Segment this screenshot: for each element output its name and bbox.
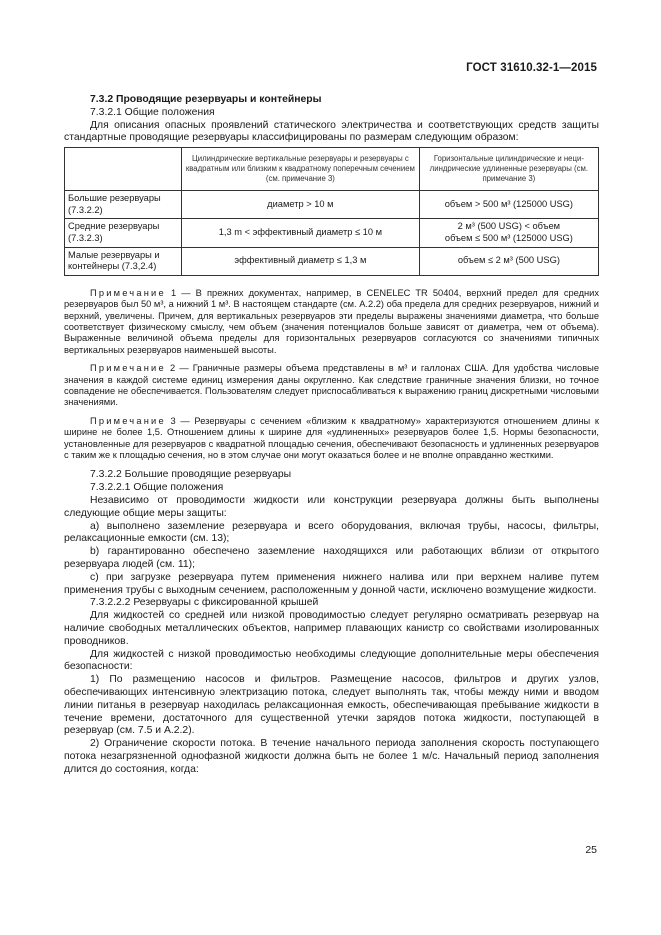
- table-cell-line: объем ≤ 500 м³ (125000 USG): [444, 232, 573, 243]
- table-row: [65, 191, 599, 219]
- list-item: 1) По размещению насосов и фильтров. Размещение насосов, фильтров и других узлов, обеспечивающих интенсивную электризацию потока, следует выполнять так, чтобы между ними и вводом линии питанья в резервуар находилась релаксационная емкость, обеспечивающая пребывание жидкости в течение времени, достаточного для существенной утечки зарядов потока жидкости, поступающей в резервуар (см. 7.5 и А.2.2).: [64, 674, 599, 737]
- table-cell-label: Большие резервуары (7.3.2.2): [65, 191, 182, 219]
- list-item: 2) Ограничение скорости потока. В течение начального периода заполнения скорость поступающего потока незагрязненной однофазной жидкости должна быть не более 1 м/с. Начальный период заполнения длится до состояния, когда:: [64, 738, 599, 775]
- section-title: 7.3.2 Проводящие резервуары и контейнеры: [90, 94, 322, 105]
- note-label: Примечание: [90, 415, 166, 426]
- spacer: [64, 461, 599, 469]
- list-item: с) при загрузке резервуара путем применения нижнего налива или при верхнем наливе путем применения трубы с выходным сечением, расположенным у донной части, исключено возмущение жидкости.: [64, 571, 599, 596]
- table-header-row: [65, 148, 599, 191]
- section-intro: Для описания опасных проявлений статического электричества и соответствующих средств защиты стандартные проводящие резервуары классифицированы по размерам следующим образом:: [64, 119, 599, 144]
- page-number: 25: [585, 844, 597, 856]
- table-header-empty: [65, 148, 182, 191]
- page-content: [64, 94, 599, 777]
- table-header-vertical: Цилиндрические вертикальные резервуары и резервуары с квадратным или близким к квадратному поперечным сечением (см. примечание 3): [182, 148, 420, 191]
- note-text: 2 — Граничные размеры объема представлены в м³ и галлонах США. Для удобства числовые значения в каждой системе единиц измерения даны округленно. Как следствие граничные значения близки, но точное совпадение не обеспечивается. Пользователям следует приспосабливаться к выражению границ дискретными числовыми значениями.: [64, 363, 599, 408]
- note-label: Примечание: [90, 287, 166, 298]
- table-cell-line: объем ≤ 2 м³ (500 USG): [457, 255, 560, 266]
- table-cell-vertical: эффективный диаметр ≤ 1,3 м: [182, 247, 420, 275]
- note-1: [64, 288, 599, 356]
- note-2: [64, 363, 599, 409]
- note-text: 3 — Резервуары с сечением «близким к квадратному» характеризуются отношением длины к ширине не более 1,5. Отношением длины к ширине для «удлиненных» резервуаров более 1,5. Нормы безопасности, установленные для резервуаров с квадратной площадью сечения, обеспечивают безопасность и удлиненных резервуаров с таким же к площадью сечения, но в этом случае они могут оказаться более и не вполне оправданно жесткими.: [64, 415, 599, 461]
- table-cell-label: Малые резервуары и контейнеры (7.3,2.4): [65, 247, 182, 275]
- table-cell-horizontal: [419, 247, 598, 275]
- table-cell-vertical: диаметр > 10 м: [182, 191, 420, 219]
- subsection-title: 7.3.2.2.1 Общие положения: [90, 482, 224, 494]
- table-cell-line: 2 м³ (500 USG) < объем: [457, 221, 561, 232]
- paragraph: Для жидкостей со средней или низкой проводимостью следует регулярно осматривать резервуар на наличие свободных металлических объектов, например плавающих канистр со свойствами изолированных проводников.: [64, 610, 599, 647]
- note-text: 1 — В прежних документах, например, в CENELEC TR 50404, верхний предел для средних резервуаров был 50 м³, а нижний 1 м³. В настоящем стандарте (см. А.2.2) оба предела для средних резервуаров, нижний и верхний, увеличены. Причем, для вертикальных резервуаров эти пределы выражены значениями диаметра, что больше соответствует физическому смыслу, чем объем (значения потенциалов больше зависят от диаметра, чем от объема). Выраженные величиной объема пределы для горизонтальных резервуаров согласуются со значениями типичных вертикальных резервуаров наименьшей высоты.: [64, 287, 600, 355]
- list-item: b) гарантированно обеспечено заземление находящихся или работающих вблизи от открытого резервуара людей (см. 11);: [64, 546, 599, 571]
- table-cell-horizontal: [419, 191, 598, 219]
- table-cell-label: Средние резервуары (7.3.2.3): [65, 219, 182, 247]
- table-cell-horizontal: [419, 219, 598, 247]
- classification-table: [64, 147, 599, 276]
- note-3: [64, 416, 599, 462]
- table-row: [65, 219, 599, 247]
- table-row: [65, 247, 599, 275]
- section-subtitle: 7.3.2.1 Общие положения: [90, 106, 215, 118]
- paragraph: Для жидкостей с низкой проводимостью необходимы следующие дополнительные меры обеспечения безопасности:: [64, 648, 599, 673]
- subsection-title: 7.3.2.2 Большие проводящие резервуары: [90, 469, 292, 481]
- table-header-horizontal: Горизонтальные цилиндрические и неци-линдрические удлиненные резервуары (см. примечание 3): [419, 148, 598, 191]
- subsection-title: 7.3.2.2.2 Резервуары с фиксированной крышей: [90, 597, 319, 609]
- note-label: Примечание: [90, 363, 166, 374]
- standard-header: ГОСТ 31610.32-1—2015: [466, 62, 597, 74]
- paragraph: Независимо от проводимости жидкости или конструкции резервуара должны быть выполнены следующие общие меры защиты:: [64, 495, 599, 519]
- table-cell-vertical: 1,3 m < эффективный диаметр ≤ 10 м: [182, 219, 420, 247]
- list-item: а) выполнено заземление резервуара и всего оборудования, включая трубы, насосы, фильтры, релаксационные емкости (см. 13);: [64, 520, 599, 545]
- table-cell-line: объем > 500 м³ (125000 USG): [444, 198, 573, 209]
